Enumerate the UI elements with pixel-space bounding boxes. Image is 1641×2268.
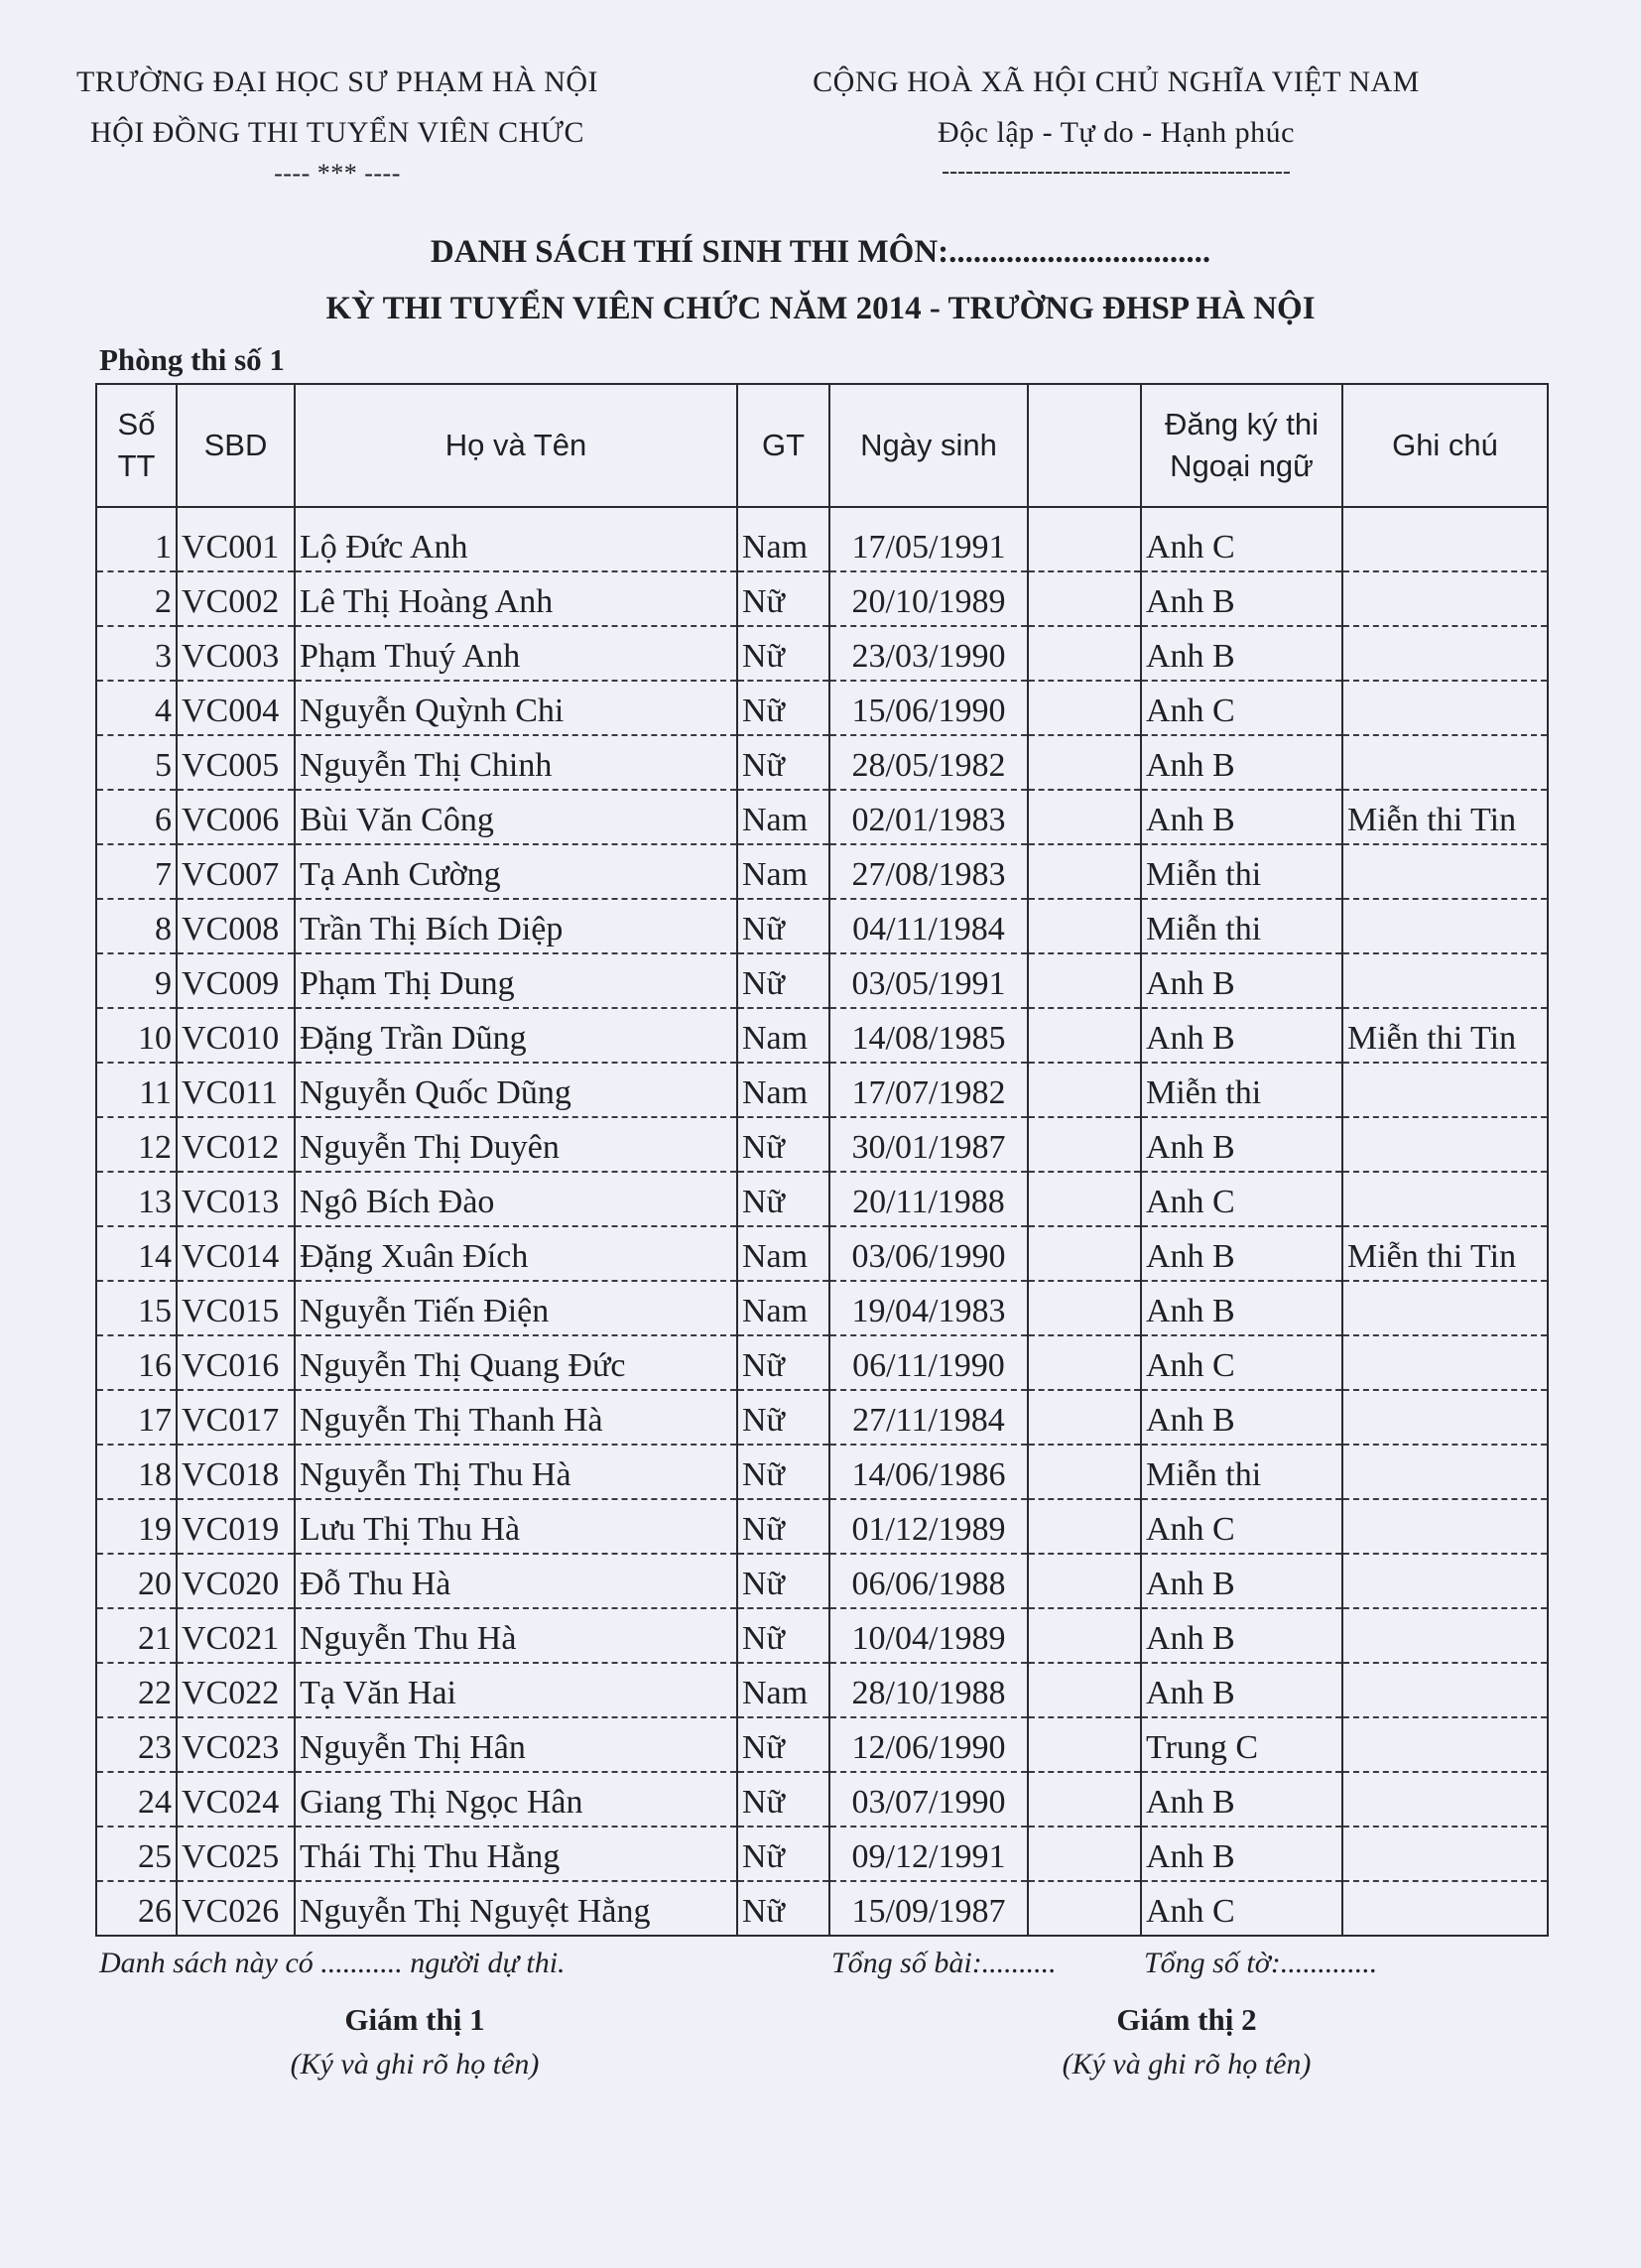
row-gender: Nữ — [737, 1335, 829, 1390]
row-gender: Nam — [737, 1063, 829, 1117]
row-name: Nguyễn Thị Nguyệt Hằng — [295, 1881, 737, 1936]
row-sbd: VC001 — [177, 507, 295, 571]
row-dob: 17/07/1982 — [829, 1063, 1028, 1117]
table-row — [96, 1663, 1548, 1717]
row-stt: 17 — [96, 1390, 177, 1445]
row-name: Nguyễn Quỳnh Chi — [295, 681, 737, 735]
row-stt: 23 — [96, 1717, 177, 1772]
row-name: Ngô Bích Đào — [295, 1172, 737, 1226]
row-gender: Nam — [737, 1008, 829, 1063]
row-gender: Nữ — [737, 1827, 829, 1881]
col-gender-header: GT — [737, 384, 829, 507]
col-note-header: Ghi chú — [1342, 384, 1548, 507]
row-sbd: VC024 — [177, 1772, 295, 1827]
row-note — [1342, 1717, 1548, 1772]
row-stt: 6 — [96, 790, 177, 844]
row-dob: 04/11/1984 — [829, 899, 1028, 953]
row-gender: Nữ — [737, 1772, 829, 1827]
row-name: Lưu Thị Thu Hà — [295, 1499, 737, 1554]
table-row — [96, 953, 1548, 1008]
exam-title: KỲ THI TUYỂN VIÊN CHỨC NĂM 2014 - TRƯỜNG ĐHSP HÀ NỘI — [325, 291, 1316, 326]
row-sbd: VC026 — [177, 1881, 295, 1936]
row-blank — [1028, 1226, 1141, 1281]
national-motto: Độc lập - Tự do - Hạnh phúc — [938, 116, 1295, 149]
row-dob: 27/11/1984 — [829, 1390, 1028, 1445]
row-blank — [1028, 1881, 1141, 1936]
table-row — [96, 1008, 1548, 1063]
table-row — [96, 1717, 1548, 1772]
row-stt: 25 — [96, 1827, 177, 1881]
school-name: TRƯỜNG ĐẠI HỌC SƯ PHẠM HÀ NỘI — [75, 65, 599, 98]
row-stt: 2 — [96, 571, 177, 626]
row-language: Anh C — [1141, 1499, 1342, 1554]
row-blank — [1028, 1008, 1141, 1063]
row-dob: 20/11/1988 — [829, 1172, 1028, 1226]
row-name: Phạm Thuý Anh — [295, 626, 737, 681]
row-sbd: VC007 — [177, 844, 295, 899]
table-row — [96, 571, 1548, 626]
row-blank — [1028, 1335, 1141, 1390]
row-dob: 03/06/1990 — [829, 1226, 1028, 1281]
row-stt: 7 — [96, 844, 177, 899]
row-name: Trần Thị Bích Diệp — [295, 899, 737, 953]
row-language: Anh C — [1141, 507, 1342, 571]
row-blank — [1028, 1063, 1141, 1117]
row-language: Miễn thi — [1141, 1063, 1342, 1117]
table-row — [96, 1335, 1548, 1390]
table-row — [96, 626, 1548, 681]
row-sbd: VC021 — [177, 1608, 295, 1663]
row-name: Đỗ Thu Hà — [295, 1554, 737, 1608]
row-dob: 03/05/1991 — [829, 953, 1028, 1008]
row-note — [1342, 1445, 1548, 1499]
row-dob: 23/03/1990 — [829, 626, 1028, 681]
table-row — [96, 1390, 1548, 1445]
row-stt: 15 — [96, 1281, 177, 1335]
row-name: Nguyễn Thu Hà — [295, 1608, 737, 1663]
row-gender: Nữ — [737, 571, 829, 626]
row-blank — [1028, 1554, 1141, 1608]
row-sbd: VC003 — [177, 626, 295, 681]
row-stt: 18 — [96, 1445, 177, 1499]
row-language: Miễn thi — [1141, 899, 1342, 953]
row-sbd: VC010 — [177, 1008, 295, 1063]
row-stt: 22 — [96, 1663, 177, 1717]
supervisor-2-title: Giám thị 2 — [1116, 2002, 1257, 2037]
row-sbd: VC015 — [177, 1281, 295, 1335]
participant-count: Danh sách này có ........... người dự thi. — [99, 1947, 566, 1979]
row-dob: 27/08/1983 — [829, 844, 1028, 899]
row-name: Phạm Thị Dung — [295, 953, 737, 1008]
row-sbd: VC005 — [177, 735, 295, 790]
row-blank — [1028, 1281, 1141, 1335]
row-language: Anh C — [1141, 1172, 1342, 1226]
row-dob: 06/11/1990 — [829, 1335, 1028, 1390]
row-blank — [1028, 790, 1141, 844]
row-note: Miễn thi Tin — [1342, 1008, 1548, 1063]
table-row — [96, 735, 1548, 790]
row-note — [1342, 1608, 1548, 1663]
row-dob: 28/10/1988 — [829, 1663, 1028, 1717]
row-blank — [1028, 735, 1141, 790]
row-sbd: VC004 — [177, 681, 295, 735]
row-note — [1342, 1117, 1548, 1172]
row-sbd: VC018 — [177, 1445, 295, 1499]
row-gender: Nữ — [737, 1445, 829, 1499]
row-stt: 20 — [96, 1554, 177, 1608]
table-row — [96, 1117, 1548, 1172]
row-stt: 16 — [96, 1335, 177, 1390]
row-note: Miễn thi Tin — [1342, 1226, 1548, 1281]
row-language: Trung C — [1141, 1717, 1342, 1772]
row-blank — [1028, 1117, 1141, 1172]
room-label: Phòng thi số 1 — [99, 342, 285, 377]
row-language: Anh B — [1141, 1281, 1342, 1335]
row-name: Nguyễn Tiến Điện — [295, 1281, 737, 1335]
row-language: Anh B — [1141, 1008, 1342, 1063]
table-row — [96, 681, 1548, 735]
row-name: Đặng Trần Dũng — [295, 1008, 737, 1063]
row-note — [1342, 844, 1548, 899]
row-stt: 21 — [96, 1608, 177, 1663]
row-language: Miễn thi — [1141, 844, 1342, 899]
row-blank — [1028, 1772, 1141, 1827]
row-language: Anh B — [1141, 1554, 1342, 1608]
row-gender: Nữ — [737, 1608, 829, 1663]
row-stt: 11 — [96, 1063, 177, 1117]
row-language: Anh B — [1141, 1827, 1342, 1881]
row-language: Anh B — [1141, 1390, 1342, 1445]
row-gender: Nữ — [737, 953, 829, 1008]
row-sbd: VC006 — [177, 790, 295, 844]
row-dob: 15/09/1987 — [829, 1881, 1028, 1936]
row-blank — [1028, 1390, 1141, 1445]
row-sbd: VC019 — [177, 1499, 295, 1554]
row-note — [1342, 1881, 1548, 1936]
row-gender: Nữ — [737, 1117, 829, 1172]
row-note — [1342, 681, 1548, 735]
row-note — [1342, 1772, 1548, 1827]
row-sbd: VC016 — [177, 1335, 295, 1390]
row-name: Lê Thị Hoàng Anh — [295, 571, 737, 626]
row-dob: 12/06/1990 — [829, 1717, 1028, 1772]
row-gender: Nam — [737, 1663, 829, 1717]
row-note — [1342, 1663, 1548, 1717]
row-sbd: VC020 — [177, 1554, 295, 1608]
row-sbd: VC013 — [177, 1172, 295, 1226]
row-blank — [1028, 626, 1141, 681]
row-gender: Nữ — [737, 1499, 829, 1554]
row-dob: 14/06/1986 — [829, 1445, 1028, 1499]
row-blank — [1028, 1608, 1141, 1663]
row-blank — [1028, 953, 1141, 1008]
row-stt: 10 — [96, 1008, 177, 1063]
row-dob: 19/04/1983 — [829, 1281, 1028, 1335]
table-row — [96, 844, 1548, 899]
row-sbd: VC002 — [177, 571, 295, 626]
row-gender: Nam — [737, 844, 829, 899]
row-dob: 02/01/1983 — [829, 790, 1028, 844]
row-stt: 24 — [96, 1772, 177, 1827]
row-dob: 14/08/1985 — [829, 1008, 1028, 1063]
row-note — [1342, 571, 1548, 626]
row-stt: 9 — [96, 953, 177, 1008]
row-language: Anh B — [1141, 626, 1342, 681]
row-dob: 10/04/1989 — [829, 1608, 1028, 1663]
row-gender: Nữ — [737, 1172, 829, 1226]
row-gender: Nam — [737, 507, 829, 571]
header-left-divider: ---- *** ---- — [274, 159, 401, 188]
row-sbd: VC025 — [177, 1827, 295, 1881]
row-gender: Nữ — [737, 681, 829, 735]
table-row — [96, 1881, 1548, 1936]
row-stt: 8 — [96, 899, 177, 953]
col-language-header: Đăng ký thi Ngoại ngữ — [1141, 384, 1342, 507]
supervisor-1-title: Giám thị 1 — [344, 2002, 485, 2037]
row-name: Nguyễn Thị Thu Hà — [295, 1445, 737, 1499]
row-stt: 3 — [96, 626, 177, 681]
row-name: Lộ Đức Anh — [295, 507, 737, 571]
row-sbd: VC012 — [177, 1117, 295, 1172]
row-sbd: VC023 — [177, 1717, 295, 1772]
row-name: Thái Thị Thu Hằng — [295, 1827, 737, 1881]
row-gender: Nam — [737, 1226, 829, 1281]
row-language: Anh C — [1141, 1881, 1342, 1936]
table-header-row — [96, 384, 1548, 507]
row-language: Anh B — [1141, 1608, 1342, 1663]
header-right-divider: -------------------------------------------- — [942, 159, 1291, 185]
row-note — [1342, 1063, 1548, 1117]
row-note — [1342, 899, 1548, 953]
row-sbd: VC009 — [177, 953, 295, 1008]
row-blank — [1028, 1663, 1141, 1717]
row-stt: 14 — [96, 1226, 177, 1281]
col-name-header: Họ và Tên — [295, 384, 737, 507]
row-stt: 13 — [96, 1172, 177, 1226]
row-language: Anh B — [1141, 1663, 1342, 1717]
row-note — [1342, 953, 1548, 1008]
table-row — [96, 1554, 1548, 1608]
table-row — [96, 1499, 1548, 1554]
col-sbd-header: SBD — [177, 384, 295, 507]
supervisor-2-note: (Ký và ghi rõ họ tên) — [1062, 2048, 1312, 2080]
col-stt-header: Số TT — [96, 384, 177, 507]
row-note — [1342, 1335, 1548, 1390]
row-name: Nguyễn Thị Thanh Hà — [295, 1390, 737, 1445]
row-dob: 30/01/1987 — [829, 1117, 1028, 1172]
row-stt: 4 — [96, 681, 177, 735]
row-language: Anh C — [1141, 1335, 1342, 1390]
row-blank — [1028, 1827, 1141, 1881]
col-dob-header: Ngày sinh — [829, 384, 1028, 507]
table-row — [96, 790, 1548, 844]
row-name: Bùi Văn Công — [295, 790, 737, 844]
table-row — [96, 1772, 1548, 1827]
row-name: Nguyễn Quốc Dũng — [295, 1063, 737, 1117]
table-row — [96, 1226, 1548, 1281]
row-dob: 01/12/1989 — [829, 1499, 1028, 1554]
row-note — [1342, 1499, 1548, 1554]
row-dob: 09/12/1991 — [829, 1827, 1028, 1881]
table-row — [96, 1445, 1548, 1499]
row-blank — [1028, 1445, 1141, 1499]
row-dob: 28/05/1982 — [829, 735, 1028, 790]
row-blank — [1028, 899, 1141, 953]
table-row — [96, 1827, 1548, 1881]
total-sheets: Tổng số tờ:............. — [1144, 1947, 1378, 1979]
row-blank — [1028, 571, 1141, 626]
row-gender: Nam — [737, 790, 829, 844]
row-gender: Nữ — [737, 626, 829, 681]
row-language: Miễn thi — [1141, 1445, 1342, 1499]
row-blank — [1028, 507, 1141, 571]
table-row — [96, 1608, 1548, 1663]
row-stt: 5 — [96, 735, 177, 790]
row-name: Nguyễn Thị Hân — [295, 1717, 737, 1772]
row-sbd: VC011 — [177, 1063, 295, 1117]
row-gender: Nữ — [737, 1390, 829, 1445]
row-sbd: VC014 — [177, 1226, 295, 1281]
row-gender: Nữ — [737, 1717, 829, 1772]
row-name: Nguyễn Thị Chinh — [295, 735, 737, 790]
table-row — [96, 1063, 1548, 1117]
row-note — [1342, 507, 1548, 571]
row-name: Tạ Văn Hai — [295, 1663, 737, 1717]
row-name: Nguyễn Thị Quang Đức — [295, 1335, 737, 1390]
row-dob: 17/05/1991 — [829, 507, 1028, 571]
row-sbd: VC017 — [177, 1390, 295, 1445]
supervisor-1-note: (Ký và ghi rõ họ tên) — [290, 2048, 540, 2080]
row-name: Giang Thị Ngọc Hân — [295, 1772, 737, 1827]
row-dob: 06/06/1988 — [829, 1554, 1028, 1608]
row-gender: Nữ — [737, 735, 829, 790]
row-note — [1342, 1827, 1548, 1881]
table-row — [96, 507, 1548, 571]
row-dob: 15/06/1990 — [829, 681, 1028, 735]
row-note — [1342, 1554, 1548, 1608]
row-gender: Nữ — [737, 899, 829, 953]
row-sbd: VC008 — [177, 899, 295, 953]
row-name: Nguyễn Thị Duyên — [295, 1117, 737, 1172]
row-note — [1342, 1172, 1548, 1226]
col-blank-header — [1028, 384, 1141, 507]
row-dob: 20/10/1989 — [829, 571, 1028, 626]
row-sbd: VC022 — [177, 1663, 295, 1717]
row-language: Anh B — [1141, 953, 1342, 1008]
row-name: Đặng Xuân Đích — [295, 1226, 737, 1281]
row-stt: 12 — [96, 1117, 177, 1172]
row-stt: 26 — [96, 1881, 177, 1936]
row-language: Anh B — [1141, 1772, 1342, 1827]
row-blank — [1028, 681, 1141, 735]
row-note: Miễn thi Tin — [1342, 790, 1548, 844]
row-name: Tạ Anh Cường — [295, 844, 737, 899]
national-name: CỘNG HOÀ XÃ HỘI CHỦ NGHĨA VIỆT NAM — [813, 65, 1420, 98]
row-blank — [1028, 1717, 1141, 1772]
row-gender: Nữ — [737, 1554, 829, 1608]
list-title: DANH SÁCH THÍ SINH THI MÔN:................................ — [430, 234, 1211, 270]
row-stt: 1 — [96, 507, 177, 571]
row-dob: 03/07/1990 — [829, 1772, 1028, 1827]
table-row — [96, 899, 1548, 953]
total-papers: Tổng số bài:.......... — [831, 1947, 1057, 1979]
row-blank — [1028, 844, 1141, 899]
row-language: Anh B — [1141, 571, 1342, 626]
table-row — [96, 1281, 1548, 1335]
row-language: Anh B — [1141, 1226, 1342, 1281]
row-language: Anh B — [1141, 735, 1342, 790]
row-language: Anh B — [1141, 790, 1342, 844]
row-note — [1342, 626, 1548, 681]
row-note — [1342, 1390, 1548, 1445]
row-note — [1342, 735, 1548, 790]
row-blank — [1028, 1172, 1141, 1226]
council-name: HỘI ĐỒNG THI TUYỂN VIÊN CHỨC — [89, 116, 585, 149]
row-language: Anh C — [1141, 681, 1342, 735]
row-blank — [1028, 1499, 1141, 1554]
row-gender: Nam — [737, 1281, 829, 1335]
row-language: Anh B — [1141, 1117, 1342, 1172]
row-stt: 19 — [96, 1499, 177, 1554]
table-row — [96, 1172, 1548, 1226]
row-gender: Nữ — [737, 1881, 829, 1936]
candidate-table — [95, 383, 1549, 1937]
row-note — [1342, 1281, 1548, 1335]
